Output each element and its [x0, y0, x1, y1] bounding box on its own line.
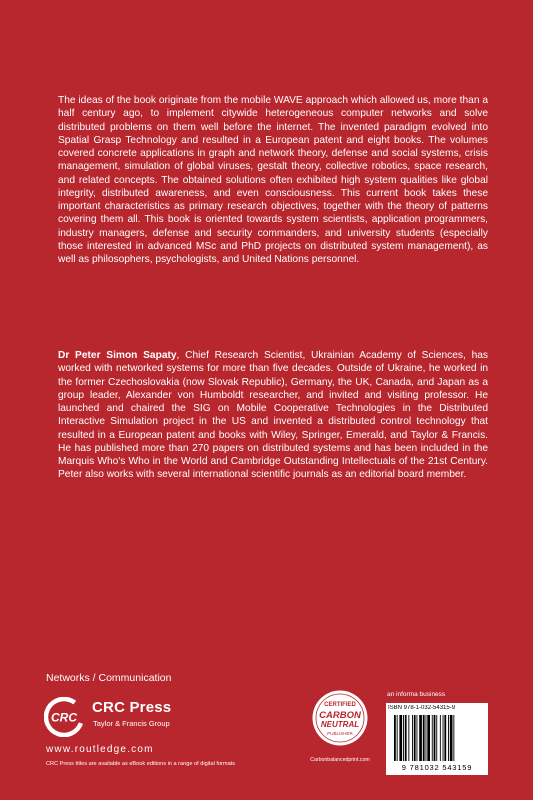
- crc-logo-text: CRC: [51, 710, 77, 725]
- carbon-text: CARBON: [319, 710, 361, 721]
- barcode-bars: [392, 715, 482, 761]
- barcode-number: 9 781032 543159: [401, 763, 473, 772]
- carbon-publisher-text: PUBLISHER: [327, 731, 353, 736]
- publisher-url: www.routledge.com: [46, 744, 154, 755]
- informa-imprint: an informa business: [387, 691, 446, 698]
- isbn-label: ISBN 978-1-032-54315-9: [388, 705, 456, 711]
- carbon-neutral-text: NEUTRAL: [320, 720, 360, 729]
- carbon-certified-text: CERTIFIED: [324, 702, 356, 708]
- publisher-name: CRC Press: [92, 699, 172, 716]
- author-bio: [58, 349, 488, 482]
- carbon-neutral-badge-icon: [311, 689, 369, 747]
- isbn-barcode: [386, 703, 488, 775]
- ebook-note: CRC Press titles are available as eBook editions in a range of digital formats: [46, 761, 236, 767]
- author-name: Dr Peter Simon Sapaty: [58, 350, 177, 361]
- book-description: The ideas of the book originate from the mobile WAVE approach which allowed us, more than a half century ago, to implement citywide heterogeneous computer networks and solve distributed problems on them well before the internet. The invented paradigm evolved into Spatial Grasp Technology and resulted in a European patent and eight books. The volumes covered concrete applications in graph and network theory, defense and social systems, crisis management, simulation of global viruses, gestalt theory, collective robotics, space research, and related concepts. The obtained solutions often exhibited high system qualities like global integrity, distributed awareness, and even consciousness. This current book takes these important characteristics as primary research objectives, together with the theory of patterns covering them all. This book is oriented towards system scientists, application programmers, industry managers, defense and security commanders, and university students (especially those interested in advanced MSc and PhD projects on distributed system management), as well as philosophers, psychologists, and United Nations personnel.: [58, 95, 488, 265]
- publisher-group: Taylor & Francis Group: [93, 719, 170, 728]
- author-bio-text: , Chief Research Scientist, Ukrainian Academy of Sciences, has worked with networked systems for more than five decades. Outside of Ukraine, he worked in the former Czechoslovakia (now Slovak Republic), Germany, the UK, Canada, and Japan as a group leader, Alexander von Humboldt researcher, and invited and visiting professor. He launched and chaired the SIG on Mobile Cooperative Technologies in the Distributed Interactive Simulation project in the US and invented a distributed control technology that resulted in a European patent and books with Wiley, Springer, Emerald, and Taylor & Francis. He has published more than 270 papers on distributed systems and has been included in the Marquis Who's Who in the World and Cambridge Outstanding Intellectuals of the 21st Century. Peter also works with several international scientific journals as an editorial board member.: [58, 350, 488, 481]
- subject-category: Networks / Communication: [46, 672, 172, 684]
- carbon-url: Carbonbalancedprint.com: [310, 757, 370, 763]
- crc-press-logo-icon: [44, 697, 84, 737]
